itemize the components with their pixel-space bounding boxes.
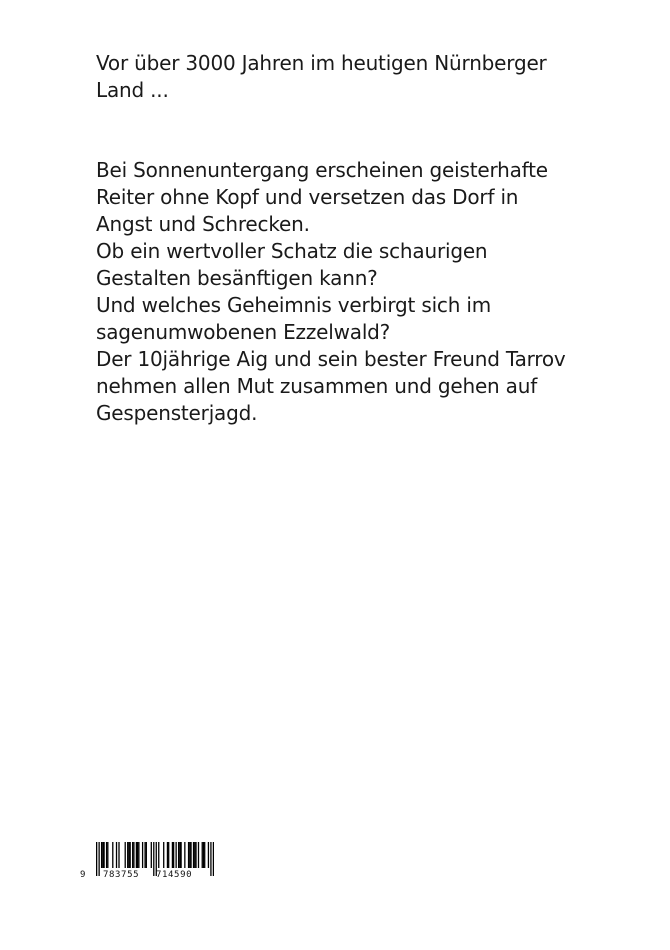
barcode-bar — [158, 842, 159, 868]
barcode-bar — [125, 842, 126, 868]
barcode-bar — [202, 842, 203, 868]
barcode-bar — [103, 842, 104, 868]
barcode-bar — [107, 842, 108, 868]
barcode-bar — [175, 842, 176, 868]
blurb-line: Ob ein wertvoller Schatz die schaurigen — [96, 239, 488, 263]
barcode-bar — [128, 842, 129, 868]
barcode-first-digit: 9 — [80, 870, 87, 880]
barcode-bar — [151, 842, 152, 868]
blurb-line: Der 10jährige Aig und sein bester Freund Tarrov — [96, 347, 566, 371]
intro-line: Land ... — [96, 78, 169, 102]
barcode-bar — [101, 842, 102, 868]
barcode-left-group: 783755 — [103, 870, 140, 880]
barcode-bar — [195, 842, 196, 868]
isbn-barcode — [80, 842, 230, 882]
barcode-bar — [184, 842, 185, 868]
intro-text — [96, 50, 596, 104]
barcode-bar — [210, 842, 211, 876]
barcode-bar — [136, 842, 137, 868]
barcode-bar — [167, 842, 168, 868]
barcode-bar — [96, 842, 97, 876]
barcode-bar — [208, 842, 209, 868]
barcode-bar — [204, 842, 205, 868]
barcode-bar — [98, 842, 99, 876]
barcode-bar — [142, 842, 143, 868]
barcode-bar — [127, 842, 128, 868]
barcode-bar — [190, 842, 191, 868]
barcode-bar — [153, 842, 154, 876]
barcode-bar — [198, 842, 199, 868]
barcode-bar — [193, 842, 194, 868]
blurb-line: Gespensterjagd. — [96, 401, 258, 425]
barcode-bar — [194, 842, 195, 868]
barcode-bar — [116, 842, 117, 868]
blurb-line: Angst und Schrecken. — [96, 212, 310, 236]
barcode-bar — [180, 842, 181, 868]
barcode-right-group: 714590 — [156, 870, 193, 880]
barcode-bar — [168, 842, 169, 868]
blurb-line: sagenumwobenen Ezzelwald? — [96, 320, 391, 344]
barcode-bar — [163, 842, 164, 868]
barcode-bar — [178, 842, 179, 868]
barcode-bar — [172, 842, 173, 868]
barcode-bar — [130, 842, 131, 868]
barcode-bar — [188, 842, 189, 868]
barcode-bar — [118, 842, 119, 868]
barcode-bar — [106, 842, 107, 868]
barcode-bar — [137, 842, 138, 868]
blurb-line: nehmen allen Mut zusammen und gehen auf — [96, 374, 538, 398]
barcode-bar — [112, 842, 113, 868]
barcode-bar — [132, 842, 133, 868]
blurb-line: Reiter ohne Kopf und versetzen das Dorf in — [96, 185, 519, 209]
barcode-bar — [144, 842, 145, 868]
barcode-bar — [138, 842, 139, 868]
barcode-bar — [173, 842, 174, 868]
blurb-line: Bei Sonnenuntergang erscheinen geisterhafte — [96, 158, 548, 182]
barcode-bar — [213, 842, 214, 876]
blurb-line: Gestalten besänftigen kann? — [96, 266, 378, 290]
barcode-bar — [179, 842, 180, 868]
barcode-bar — [133, 842, 134, 868]
blurb-line: Und welches Geheimnis verbirgt sich im — [96, 293, 491, 317]
barcode-bar — [189, 842, 190, 868]
intro-line: Vor über 3000 Jahren im heutigen Nürnberger — [96, 51, 547, 75]
barcode-bar — [146, 842, 147, 868]
barcode-bar — [203, 842, 204, 868]
barcode-bar — [102, 842, 103, 868]
blurb-text — [96, 157, 616, 427]
